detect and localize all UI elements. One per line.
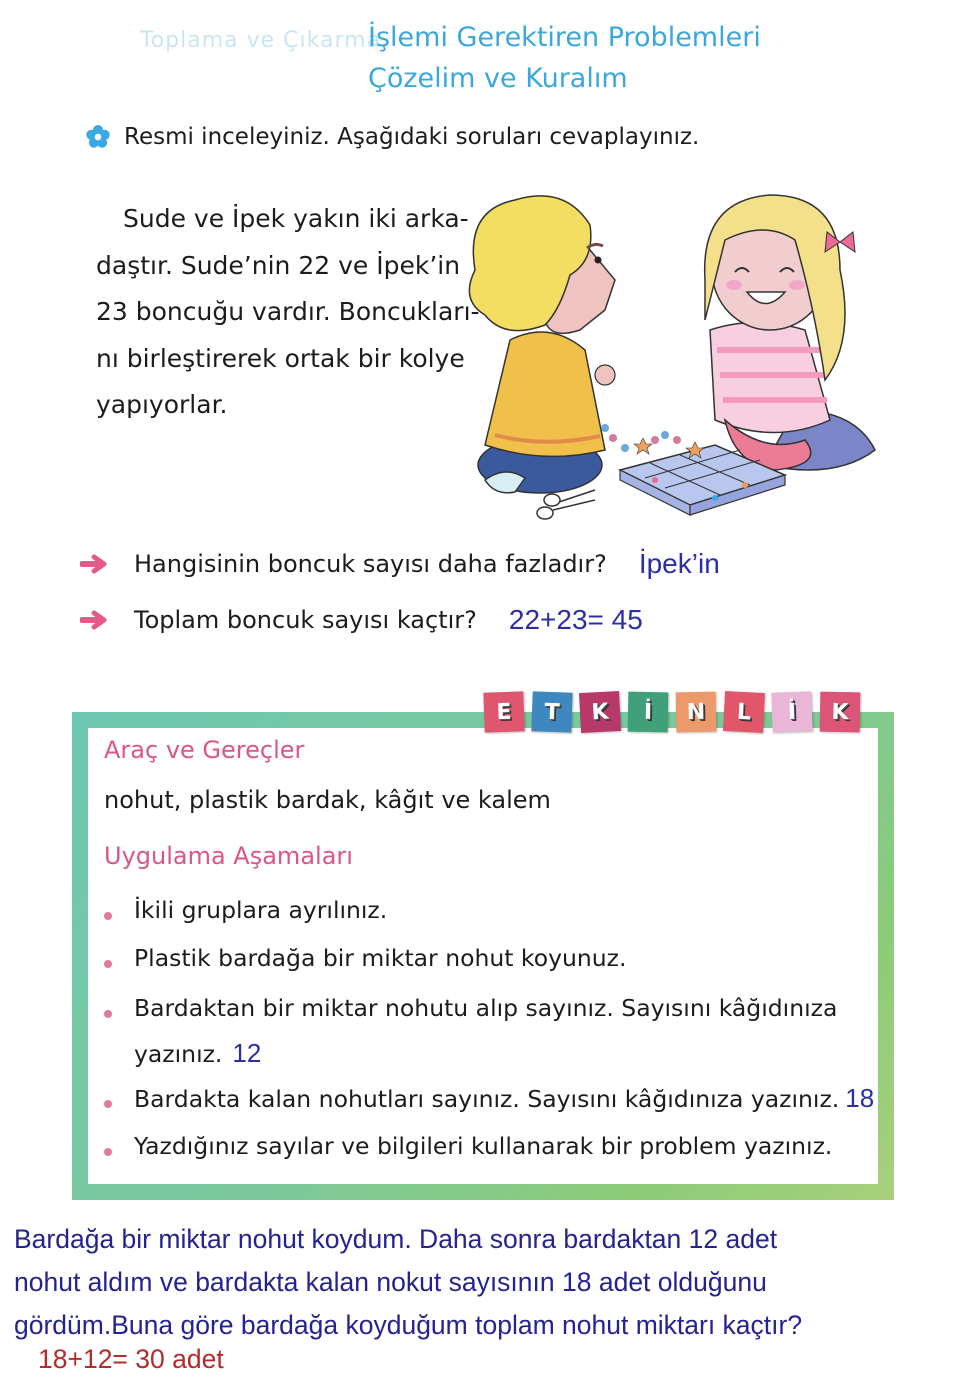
girls-beading-illustration <box>455 180 915 525</box>
bullet-icon <box>104 1148 112 1156</box>
bullet-icon <box>104 912 112 920</box>
faded-title-prefix: Toplama ve Çıkarma <box>140 28 382 53</box>
story-line: 23 boncuğu vardır. Boncukları- <box>96 297 480 326</box>
materials-list: nohut, plastik bardak, kâğıt ve kalem <box>104 786 551 814</box>
problem-line: gördüm.Buna göre bardağa koyduğum toplam nohut miktarı kaçtır? <box>14 1310 803 1340</box>
right-girl-figure <box>705 195 875 470</box>
problem-line: Bardağa bir miktar nohut koydum. Daha sonra bardaktan 12 adet <box>14 1224 778 1254</box>
question-item <box>80 548 720 580</box>
step-text: Yazdığınız sayılar ve bilgileri kullanarak bir problem yazınız. <box>134 1132 833 1160</box>
banner-letter: L <box>723 691 765 733</box>
arrow-right-icon <box>80 554 108 574</box>
instruction-text: Resmi inceleyiniz. Aşağıdaki soruları cevaplayınız. <box>124 124 700 150</box>
banner-letter: N <box>676 692 717 733</box>
handwritten-answer: 22+23= 45 <box>508 604 643 635</box>
arrow-right-icon <box>80 610 108 630</box>
step-text <box>134 1076 874 1122</box>
step-item <box>104 898 387 933</box>
step-text-continued <box>134 1031 837 1077</box>
banner-letter: T <box>531 691 572 732</box>
handwritten-answer: İpek’in <box>638 548 720 579</box>
materials-heading: Araç ve Gereçler <box>104 736 305 764</box>
question-text: Toplam boncuk sayısı kaçtır? <box>134 606 477 634</box>
question-text: Hangisinin boncuk sayısı daha fazladır? <box>134 550 607 578</box>
story-line: nı birleştirerek ortak bir kolye <box>96 343 465 373</box>
written-problem <box>14 1218 954 1347</box>
step-text-line1: Bardakta kalan nohutları sayınız. Sayısını kâğıdınıza yazınız. <box>134 1085 840 1113</box>
instruction <box>86 124 699 150</box>
banner-letter: K <box>579 691 621 733</box>
banner-letter: İ <box>771 691 812 732</box>
step-item <box>104 946 626 981</box>
banner-letter: İ <box>628 692 669 733</box>
story-paragraph <box>96 196 480 429</box>
step-item <box>104 1083 875 1122</box>
banner-letter: K <box>820 692 861 733</box>
banner-letter: E <box>483 691 524 732</box>
story-line: yapıyorlar. <box>96 390 228 419</box>
step-text-line2: yazınız. <box>134 1040 223 1068</box>
left-girl-figure <box>469 196 615 493</box>
step-text: Bardaktan bir miktar nohutu alıp sayınız. Sayısını kâğıdınıza <box>134 994 838 1022</box>
step-item <box>104 996 837 1077</box>
bullet-icon <box>104 960 112 968</box>
page-title-line1: İşlemi Gerektiren Problemleri <box>368 22 761 53</box>
flower-icon <box>86 125 110 149</box>
scissors <box>537 490 595 519</box>
bullet-icon <box>104 1010 112 1018</box>
handwritten-answer: 12 <box>232 1038 262 1068</box>
step-text: Plastik bardağa bir miktar nohut koyunuz. <box>134 944 627 972</box>
story-line: Sude ve İpek yakın iki arka- <box>123 204 469 233</box>
step-item <box>104 1134 832 1169</box>
bullet-icon <box>104 1100 112 1108</box>
handwritten-answer: 18 <box>845 1083 875 1113</box>
problem-solution: 18+12= 30 adet <box>38 1344 224 1374</box>
problem-line: nohut aldım ve bardakta kalan nokut sayısının 18 adet olduğunu <box>14 1267 767 1297</box>
etkinlik-banner <box>484 692 860 732</box>
story-line: daştır. Sude’nin 22 ve İpek’in <box>96 250 461 280</box>
question-item <box>80 604 643 636</box>
page-title-line2: Çözelim ve Kuralım <box>368 63 628 94</box>
steps-heading: Uygulama Aşamaları <box>104 842 353 870</box>
step-text: İkili gruplara ayrılınız. <box>134 896 388 924</box>
